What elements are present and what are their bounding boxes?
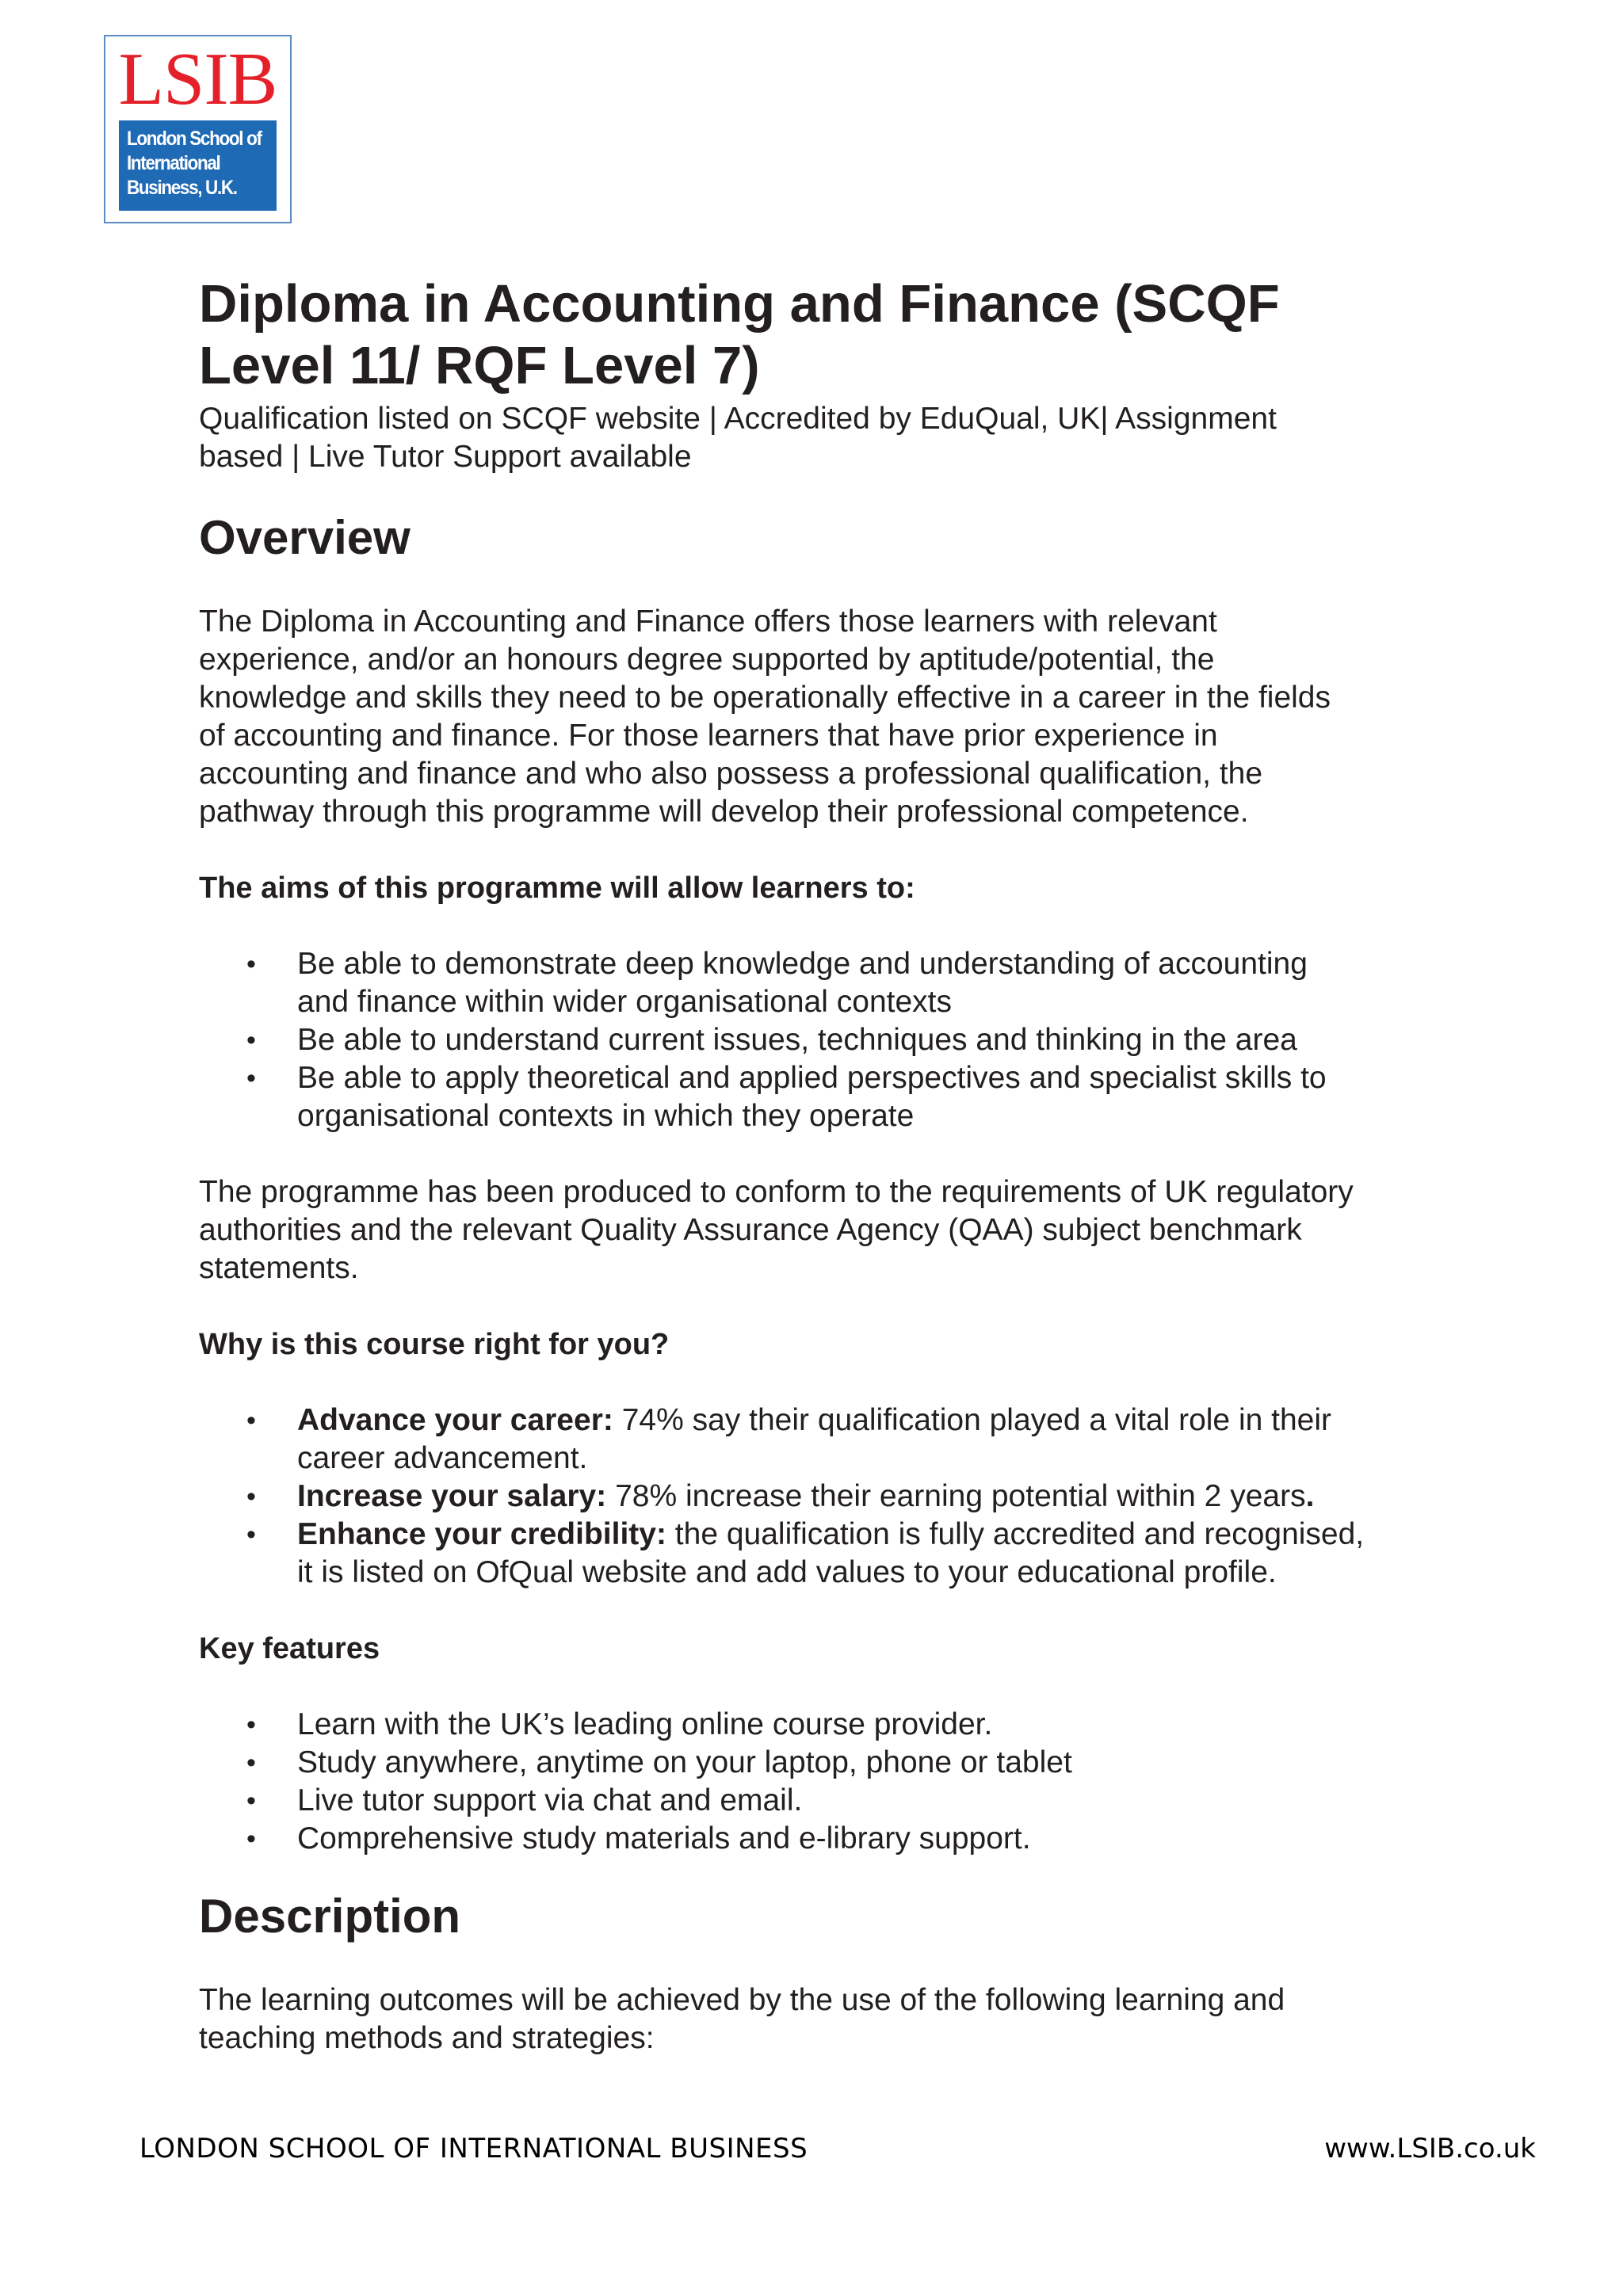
subtitle-line: Qualification listed on SCQF website | Accredited by EduQual, UK| Assignment [199, 402, 1277, 436]
feature-text: Live tutor support via chat and email. [297, 1783, 803, 1817]
list-item [199, 1021, 1483, 1059]
logo-wordmark: LSIB [118, 38, 277, 120]
why-text: 78% increase their earning potential within 2 years [606, 1479, 1306, 1513]
why-text: the qualification is fully accredited and recognised, [666, 1517, 1365, 1551]
aim-line: organisational contexts in which they operate [297, 1099, 915, 1133]
why-label: Enhance your credibility: [297, 1517, 666, 1551]
intro-line: pathway through this programme will develop their professional competence. [199, 795, 1249, 829]
conform-line: The programme has been produced to conform to the requirements of UK regulatory [199, 1175, 1354, 1209]
bullet-icon: • [246, 949, 256, 979]
list-item [199, 1706, 1483, 1744]
bullet-icon: • [246, 1710, 256, 1740]
features-list [199, 1706, 1483, 1858]
features-heading: Key features [199, 1632, 380, 1665]
description-heading: Description [199, 1890, 461, 1943]
aim-line: Be able to apply theoretical and applied perspectives and specialist skills to [297, 1061, 1327, 1095]
description-line: teaching methods and strategies: [199, 2021, 655, 2055]
feature-text: Study anywhere, anytime on your laptop, phone or tablet [297, 1745, 1072, 1779]
list-item [199, 1820, 1483, 1858]
conform-line: statements. [199, 1251, 359, 1285]
list-item [199, 1516, 1483, 1592]
page-subtitle [199, 400, 1483, 476]
bullet-icon: • [246, 1482, 256, 1512]
feature-text: Learn with the UK’s leading online course provider. [297, 1707, 993, 1741]
conform-line: authorities and the relevant Quality Assurance Agency (QAA) subject benchmark [199, 1213, 1302, 1247]
intro-line: of accounting and finance. For those learners that have prior experience in [199, 719, 1218, 753]
why-text: it is listed on OfQual website and add values to your educational profile. [297, 1555, 1277, 1589]
list-item [199, 1402, 1483, 1478]
logo-tagline-box [119, 120, 277, 211]
overview-heading: Overview [199, 511, 411, 564]
aim-line: Be able to understand current issues, techniques and thinking in the area [297, 1023, 1297, 1057]
page-title [199, 273, 1483, 397]
aims-list [199, 945, 1483, 1135]
logo-tagline-line: London School of [127, 128, 262, 150]
bullet-icon: • [246, 1025, 256, 1055]
lsib-logo [104, 35, 292, 223]
intro-line: accounting and finance and who also possess a professional qualification, the [199, 757, 1263, 791]
list-item [199, 945, 1483, 1021]
title-line: Diploma in Accounting and Finance (SCQF [199, 274, 1280, 334]
why-heading: Why is this course right for you? [199, 1328, 670, 1361]
logo-tagline-line: Business, U.K. [127, 177, 237, 199]
why-text: career advancement. [297, 1441, 588, 1475]
list-item [199, 1059, 1483, 1135]
list-item [199, 1782, 1483, 1820]
description-line: The learning outcomes will be achieved by the use of the following learning and [199, 1983, 1285, 2017]
list-item [199, 1478, 1483, 1516]
aim-line: and finance within wider organisational contexts [297, 985, 952, 1019]
overview-intro [199, 603, 1483, 831]
aims-heading: The aims of this programme will allow learners to: [199, 871, 915, 905]
bullet-icon: • [246, 1405, 256, 1436]
subtitle-line: based | Live Tutor Support available [199, 440, 692, 474]
footer-school-name: LONDON SCHOOL OF INTERNATIONAL BUSINESS [139, 2133, 808, 2164]
intro-line: knowledge and skills they need to be operationally effective in a career in the fields [199, 681, 1331, 715]
conform-paragraph [199, 1173, 1483, 1287]
footer-website: www.LSIB.co.uk [1324, 2133, 1536, 2164]
why-end: . [1305, 1479, 1315, 1513]
list-item [199, 1744, 1483, 1782]
logo-tagline-line: International [127, 152, 220, 174]
intro-line: The Diploma in Accounting and Finance offers those learners with relevant [199, 605, 1217, 639]
title-line: Level 11/ RQF Level 7) [199, 336, 760, 395]
why-label: Advance your career: [297, 1403, 613, 1437]
why-list [199, 1402, 1483, 1592]
description-paragraph [199, 1981, 1483, 2058]
bullet-icon: • [246, 1786, 256, 1816]
why-text: 74% say their qualification played a vital role in their [613, 1403, 1332, 1437]
aim-line: Be able to demonstrate deep knowledge and understanding of accounting [297, 947, 1308, 981]
document-body [199, 273, 1483, 2058]
bullet-icon: • [246, 1520, 256, 1550]
bullet-icon: • [246, 1824, 256, 1854]
bullet-icon: • [246, 1748, 256, 1778]
feature-text: Comprehensive study materials and e-library support. [297, 1821, 1031, 1855]
bullet-icon: • [246, 1063, 256, 1093]
why-label: Increase your salary: [297, 1479, 607, 1513]
intro-line: experience, and/or an honours degree supported by aptitude/potential, the [199, 643, 1215, 677]
